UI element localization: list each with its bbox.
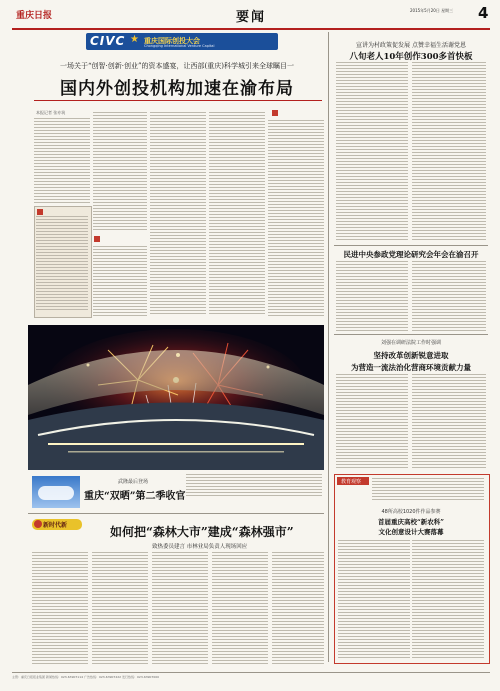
lead-text-col3: [93, 246, 147, 316]
education-tag: 教育观察: [337, 477, 369, 485]
bottom-subhead: 致热委员建言 市林业局负责人现场回应: [152, 544, 248, 550]
divider: [334, 245, 488, 246]
right-mid-headline: 民进中央参政党理论研究会年会在渝召开: [343, 250, 479, 259]
photo-story-headline: 重庆“双晒”第二季收官: [84, 491, 186, 502]
lead-text-col5: [209, 112, 265, 316]
sub-label-right: [272, 110, 278, 116]
education-intro-text: [372, 478, 484, 502]
right-text-b: [412, 62, 486, 102]
lead-headline: 国内外创投机构加速在渝布局: [60, 79, 294, 99]
right-text-a: [336, 62, 408, 102]
sky-thumbnail: [32, 476, 80, 508]
page-number: 4: [478, 4, 489, 22]
bottom-headline: 如何把“森林大市”建成“森林强市”: [110, 525, 294, 539]
civc-subtitle: Chongqing International Venture Capital: [144, 44, 215, 48]
lead-text-col4: [150, 112, 206, 316]
column-tag: 新时代新: [32, 519, 82, 530]
education-text-b: [412, 540, 484, 658]
bottom-text-col3: [152, 552, 208, 664]
lead-kicker: 一场关于“创智·创新·创业”的资本盛宴，让西部(重庆)科学城引来全球瞩目一: [59, 62, 295, 70]
bottom-text-col5: [272, 552, 324, 664]
bottom-text-col1: [32, 552, 88, 664]
photo-caption: [186, 474, 322, 496]
masthead: [12, 4, 490, 30]
date-line: 2015年5月20日 星期三: [410, 8, 454, 13]
lead-text-col1: [34, 118, 90, 204]
right-lower-headline-1: 坚持改革创新锐意进取: [373, 351, 449, 360]
education-kicker: 48所高校1020件作品参赛: [381, 509, 441, 515]
bottom-text-col4: [212, 552, 268, 664]
right-lower-headline-2: 为营造一流法治化营商环境贡献力量: [351, 363, 471, 372]
tag-dot-icon: [34, 520, 42, 528]
paper-name: 重庆日报: [16, 11, 53, 21]
sidebar-text: [36, 216, 88, 312]
civc-logo: CIVC: [90, 34, 126, 48]
photo-story-kicker: 武隆最后登场: [118, 479, 149, 485]
page-footer: 主管：重庆日报报业集团 新闻热线：023-63907114 广告热线：023-63907222 发行热线：023-63907000: [12, 672, 490, 681]
divider: [334, 334, 488, 335]
sidebar-label: [37, 209, 43, 215]
right-mid-text-a: [336, 261, 408, 331]
right-lower-text-b: [412, 374, 486, 470]
divider: [28, 513, 324, 514]
right-text-c: [336, 104, 408, 242]
lead-byline: 本报记者 张亦筑: [36, 110, 66, 115]
fireworks-photo: [28, 325, 324, 470]
right-mid-text-b: [412, 261, 486, 331]
cloud-shape: [38, 486, 74, 500]
headline-underline: [34, 100, 322, 101]
civc-banner: [86, 33, 278, 50]
lead-text-col2: [93, 112, 147, 232]
fireworks-illustration: [28, 325, 324, 470]
column-divider: [328, 32, 329, 662]
education-text-a: [338, 540, 410, 658]
right-lower-kicker: 刘强在调研法院工作时强调: [380, 340, 441, 346]
right-headline: 八旬老人10年创作300多首快板: [349, 52, 473, 62]
sub-label: [94, 236, 100, 242]
right-text-d: [412, 104, 486, 242]
education-headline-2: 文化创意设计大赛落幕: [378, 528, 444, 536]
civc-title: 重庆国际创投大会: [144, 37, 200, 45]
bottom-text-col2: [92, 552, 148, 664]
lead-text-col6: [268, 120, 324, 316]
right-lower-text-a: [336, 374, 408, 470]
section-title: 要闻: [236, 10, 267, 25]
right-kicker: 宣讲为村政策促发展 点赞幸福生活谢党恩: [356, 42, 466, 49]
star-icon: ★: [130, 34, 139, 45]
education-headline-1: 首届重庆高校“新农科”: [378, 518, 444, 526]
